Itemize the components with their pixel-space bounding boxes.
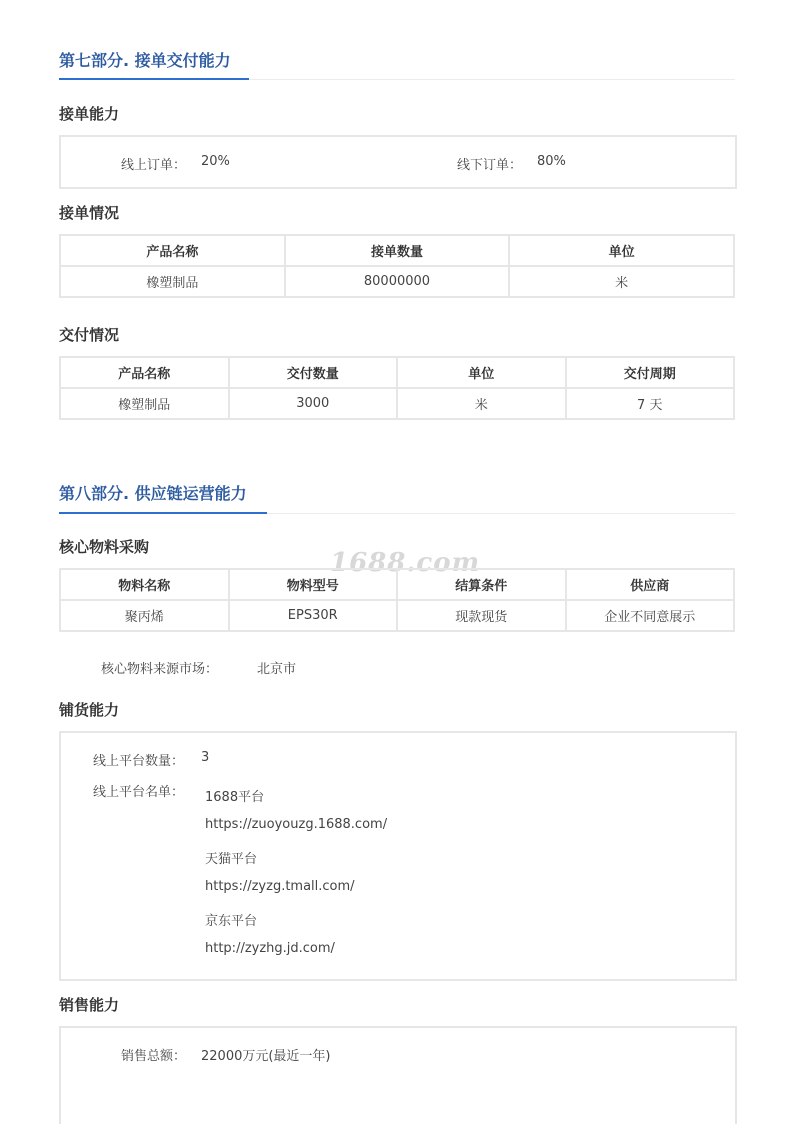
table-cell: 7 天 — [566, 388, 735, 419]
platform-list-item: 天猫平台 — [205, 852, 258, 867]
offline-order-label: 线下订单： — [457, 158, 523, 173]
core-materials-table — [59, 568, 735, 632]
table-header-row — [60, 357, 734, 388]
table-header-cell: 单位 — [509, 235, 734, 266]
table-header-cell: 物料型号 — [229, 569, 398, 600]
table-header-cell: 结算条件 — [397, 569, 566, 600]
part7-title-underline — [59, 78, 249, 80]
sales-total-value: 22000万元(最近一年) — [201, 1049, 331, 1064]
table-row — [60, 600, 734, 631]
table-cell: 米 — [509, 266, 734, 297]
material-source-label: 核心物料来源市场： — [101, 662, 219, 677]
platform-count-label: 线上平台数量： — [93, 754, 185, 769]
table-cell: 企业不同意展示 — [566, 600, 735, 631]
online-order-value: 20% — [201, 154, 230, 169]
table-cell: EPS30R — [229, 600, 398, 631]
platform-list-label: 线上平台名单： — [93, 785, 185, 800]
table-cell: 现款现货 — [397, 600, 566, 631]
order-status-title: 接单情况 — [59, 204, 120, 222]
table-cell: 3000 — [229, 388, 398, 419]
platform-list-item: 1688平台 — [205, 790, 265, 805]
sales-total-label: 销售总额： — [121, 1049, 187, 1064]
table-cell: 橡塑制品 — [60, 388, 229, 419]
platform-list-item: https://zyzg.tmall.com/ — [205, 879, 355, 894]
table-header-cell: 单位 — [397, 357, 566, 388]
table-header-cell: 接单数量 — [285, 235, 510, 266]
table-header-row — [60, 569, 734, 600]
distribution-title: 铺货能力 — [59, 701, 120, 719]
table-cell: 橡塑制品 — [60, 266, 285, 297]
order-capacity-box — [59, 135, 737, 189]
platform-list-item: https://zuoyouzg.1688.com/ — [205, 817, 388, 832]
part7-title: 第七部分. 接单交付能力 — [59, 51, 231, 70]
table-cell: 80000000 — [285, 266, 510, 297]
table-header-cell: 交付数量 — [229, 357, 398, 388]
table-row — [60, 388, 734, 419]
table-header-cell: 交付周期 — [566, 357, 735, 388]
watermark-logo: 1688.com — [330, 548, 481, 578]
table-header-cell: 物料名称 — [60, 569, 229, 600]
table-row — [60, 266, 734, 297]
sales-box — [59, 1026, 737, 1124]
material-source-value: 北京市 — [257, 662, 297, 677]
online-order-label: 线上订单： — [121, 158, 187, 173]
core-materials-title: 核心物料采购 — [59, 538, 150, 556]
platform-list-item: http://zyzhg.jd.com/ — [205, 941, 335, 956]
part8-title-underline — [59, 512, 267, 514]
platform-list-item: 京东平台 — [205, 914, 258, 929]
delivery-status-title: 交付情况 — [59, 326, 120, 344]
table-cell: 米 — [397, 388, 566, 419]
delivery-status-table — [59, 356, 735, 420]
table-header-cell: 供应商 — [566, 569, 735, 600]
offline-order-value: 80% — [537, 154, 566, 169]
table-header-cell: 产品名称 — [60, 235, 285, 266]
table-header-row — [60, 235, 734, 266]
platform-count-value: 3 — [201, 750, 210, 765]
order-status-table — [59, 234, 735, 298]
part8-title: 第八部分. 供应链运营能力 — [59, 484, 247, 503]
order-capacity-title: 接单能力 — [59, 105, 120, 123]
table-cell: 聚丙烯 — [60, 600, 229, 631]
sales-title: 销售能力 — [59, 996, 120, 1014]
table-header-cell: 产品名称 — [60, 357, 229, 388]
